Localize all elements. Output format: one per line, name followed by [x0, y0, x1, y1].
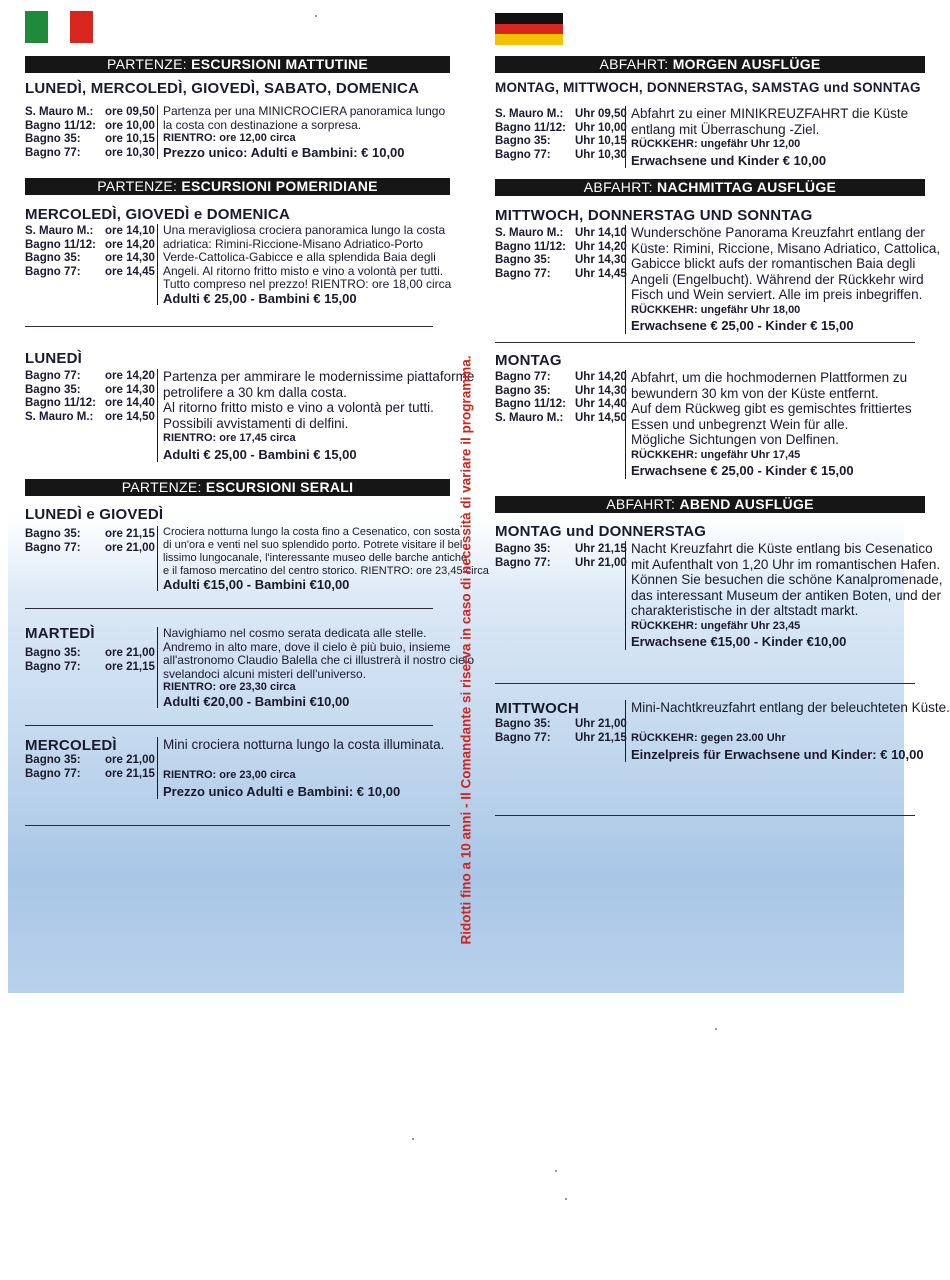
- time-row: [25, 252, 155, 266]
- times-list: [495, 543, 627, 570]
- time-row: [25, 754, 155, 768]
- desc-line: entlang mit Überraschung -Ziel.: [631, 121, 820, 137]
- trip-description: [157, 369, 474, 462]
- departure-time: ore 09,50: [105, 106, 155, 118]
- departure-time: Uhr 21,15: [575, 731, 627, 744]
- divider: [25, 725, 433, 726]
- return-time: RÜCKKEHR: ungefähr Uhr 23,45: [631, 619, 801, 632]
- days-heading: MERCOLEDÌ, GIOVEDÌ e DOMENICA: [25, 206, 290, 223]
- desc-line: Wunderschöne Panorama Kreuzfahrt entlang der: [631, 225, 925, 240]
- desc-line: adriatica: Rimini-Riccione-Misano Adriatico-Porto: [163, 236, 424, 251]
- trip-description: [157, 737, 444, 799]
- stop-name: Bagno 11/12:: [495, 398, 566, 410]
- price: Erwachsene und Kinder € 10,00: [631, 152, 827, 168]
- time-row: [25, 647, 155, 661]
- time-row: [495, 557, 627, 571]
- price: Adulti € 25,00 - Bambini € 15,00: [163, 290, 357, 306]
- desc-line: Können Sie besuchen die schöne Kanalpromenade,: [631, 572, 943, 587]
- times-list: [25, 528, 155, 555]
- stop-name: S. Mauro M.:: [25, 106, 94, 118]
- time-row: [25, 147, 155, 161]
- stop-name: Bagno 77:: [495, 731, 551, 744]
- departure-time: ore 10,00: [105, 119, 155, 132]
- return-time: RIENTRO: ore 23,30 circa: [163, 681, 296, 693]
- desc-line: di un'ora e venti nel suo splendido porto. Potrete visitare il bel-: [163, 539, 466, 551]
- stop-name: Bagno 35:: [495, 135, 551, 147]
- days-heading: MARTEDÌ: [25, 625, 95, 642]
- days-heading: LUNEDÌ: [25, 350, 83, 367]
- speck: [715, 1028, 717, 1030]
- times-list: [25, 106, 155, 160]
- days-heading: MITTWOCH, DONNERSTAG UND SONNTAG: [495, 207, 813, 224]
- time-row: [495, 543, 627, 557]
- return-time: RÜCKKEHR: ungefähr Uhr 18,00: [631, 303, 801, 316]
- departure-time: Uhr 14,40: [575, 398, 627, 410]
- desc-line: petrolifere a 30 km dalla costa.: [163, 384, 347, 400]
- speck: [412, 1138, 414, 1140]
- departure-time: Uhr 14,10: [575, 227, 627, 239]
- speck: [565, 1198, 567, 1200]
- price: Prezzo unico Adulti e Bambini: € 10,00: [163, 783, 401, 799]
- speck: [315, 15, 317, 17]
- price: Adulti €20,00 - Bambini €10,00: [163, 693, 350, 709]
- departure-time: Uhr 10,15: [575, 135, 627, 147]
- bar-prefix: PARTENZE:: [121, 479, 206, 495]
- italian-column: [8, 0, 489, 993]
- departure-time: ore 14,20: [105, 238, 155, 251]
- departure-time: ore 21,15: [105, 528, 155, 540]
- time-row: [25, 239, 155, 253]
- departure-time: Uhr 14,20: [575, 240, 627, 253]
- times-list: [495, 227, 627, 281]
- departure-time: Uhr 09,50: [575, 108, 627, 120]
- desc-line: lissimo lungocanale, l'interessante museo delle barche antiche: [163, 552, 468, 564]
- days-heading: MITTWOCH: [495, 700, 580, 717]
- bar-title: ESCURSIONI MATTUTINE: [191, 56, 369, 72]
- time-row: [25, 225, 155, 239]
- stop-name: Bagno 35:: [25, 133, 81, 145]
- desc-line: Possibili avvistamenti di delfini.: [163, 415, 349, 431]
- times-list: [25, 647, 155, 674]
- bar-prefix: ABFAHRT:: [583, 179, 658, 195]
- desc-line: Angeli (Engelbucht). Während der Rückkehr wird: [631, 271, 924, 287]
- stop-name: Bagno 11/12:: [25, 119, 96, 132]
- stop-name: Bagno 77:: [495, 371, 551, 383]
- section-bar-evening: [495, 496, 925, 513]
- departure-time: ore 14,40: [105, 397, 155, 409]
- bar-title: NACHMITTAG AUSFLÜGE: [657, 179, 837, 195]
- time-row: [495, 241, 627, 255]
- german-column: [484, 0, 950, 993]
- desc-line: Angeli. Al ritorno fritto misto e vino a volontà per tutti.: [163, 263, 444, 278]
- trip-description: [625, 106, 908, 168]
- divider: [495, 342, 915, 343]
- desc-line: e il famoso mercatino del centro storico. RIENTRO: ore 23,45 circa: [163, 565, 489, 577]
- trip-description: [157, 105, 445, 159]
- time-row: [495, 108, 627, 122]
- time-row: [25, 266, 155, 280]
- times-list: [495, 718, 627, 745]
- days-heading: LUNEDÌ, MERCOLEDÌ, GIOVEDÌ, SABATO, DOMENICA: [25, 80, 420, 97]
- divider: [25, 326, 433, 327]
- price: Erwachsene € 25,00 - Kinder € 15,00: [631, 318, 854, 333]
- desc-line: Crociera notturna lungo la costa fino a Cesenatico, con sosta: [163, 526, 461, 538]
- time-row: [25, 528, 155, 542]
- vertical-note-text: Ridotti fino a 10 anni - Il Comandante si riserva in caso di necessità di variare il programma.: [458, 355, 474, 945]
- time-row: [495, 135, 627, 149]
- stop-name: Bagno 35:: [25, 647, 81, 659]
- stop-name: Bagno 77:: [495, 556, 551, 569]
- time-row: [25, 106, 155, 120]
- section-bar-morning: [25, 56, 450, 73]
- stop-name: Bagno 35:: [25, 754, 81, 766]
- section-bar-afternoon: [25, 178, 450, 195]
- time-row: [25, 384, 155, 398]
- times-list: [495, 371, 627, 425]
- stop-name: Bagno 77:: [495, 267, 551, 280]
- departure-time: ore 10,15: [105, 133, 155, 145]
- divider: [495, 683, 915, 684]
- desc-line: all'astronomo Claudio Balella che ci illustrerà il nostro cielo: [163, 653, 475, 667]
- departure-time: ore 14,50: [105, 410, 155, 423]
- stop-name: Bagno 35:: [25, 252, 81, 264]
- time-row: [495, 149, 627, 163]
- trip-description: [625, 370, 912, 479]
- times-list: [25, 225, 155, 279]
- departure-time: ore 14,30: [105, 383, 155, 396]
- desc-line: Auf dem Rückweg gibt es gemischtes frittiertes: [631, 401, 912, 416]
- time-row: [495, 385, 627, 399]
- stop-name: S. Mauro M.:: [25, 410, 94, 423]
- days-heading: MONTAG und DONNERSTAG: [495, 523, 707, 540]
- desc-line: svelandoci alcuni misteri dell'universo.: [163, 666, 367, 681]
- bar-prefix: ABFAHRT:: [599, 56, 673, 72]
- desc-line: Nacht Kreuzfahrt die Küste entlang bis Cesenatico: [631, 541, 933, 556]
- desc-line: la costa con destinazione a sorpresa.: [163, 117, 362, 132]
- desc-line: das interessant Museum der antiken Boten, und der: [631, 587, 941, 603]
- desc-line: Küste: Rimini, Riccione, Misano Adriatico, Cattolica,: [631, 240, 941, 256]
- price: Einzelpreis für Erwachsene und Kinder: € 10,00: [631, 746, 924, 762]
- price: Adulti €15,00 - Bambini €10,00: [163, 577, 350, 592]
- departure-time: ore 21,00: [105, 754, 155, 766]
- stop-name: Bagno 35:: [25, 383, 81, 396]
- return-time: RIENTRO: ore 23,00 circa: [163, 769, 296, 781]
- stop-name: S. Mauro M.:: [25, 225, 94, 237]
- vertical-note: [456, 320, 476, 980]
- stop-name: Bagno 77:: [25, 541, 81, 554]
- trip-description: [625, 225, 940, 334]
- stop-name: Bagno 77:: [25, 660, 81, 673]
- bar-title: ESCURSIONI POMERIDIANE: [181, 178, 378, 194]
- departure-time: Uhr 21,00: [575, 718, 627, 730]
- time-row: [495, 371, 627, 385]
- days-heading: MONTAG, MITTWOCH, DONNERSTAG, SAMSTAG und SONNTAG: [495, 80, 921, 95]
- bar-prefix: PARTENZE:: [97, 178, 182, 194]
- stop-name: Bagno 77:: [25, 370, 81, 382]
- stop-name: Bagno 77:: [495, 148, 551, 161]
- stop-name: Bagno 11/12:: [25, 397, 96, 409]
- stop-name: Bagno 11/12:: [495, 240, 566, 253]
- time-row: [25, 133, 155, 147]
- departure-time: ore 14,45: [105, 265, 155, 278]
- stop-name: Bagno 77:: [25, 265, 81, 278]
- departure-time: ore 21,15: [105, 660, 155, 673]
- departure-time: ore 21,15: [105, 767, 155, 780]
- times-list: [25, 754, 155, 781]
- time-row: [25, 542, 155, 556]
- departure-time: Uhr 10,30: [575, 148, 627, 161]
- departure-time: Uhr 14,30: [575, 384, 627, 397]
- desc-line: Gabicce blickt aufs der romantischen Baia degli: [631, 256, 916, 271]
- time-row: [495, 718, 627, 732]
- stop-name: Bagno 35:: [25, 528, 81, 540]
- trip-description: [157, 627, 474, 708]
- desc-line: bewundern 30 km von der Küste entfernt.: [631, 385, 879, 401]
- trip-description: [625, 541, 942, 650]
- days-heading: LUNEDÌ e GIOVEDÌ: [25, 506, 164, 523]
- price: Adulti € 25,00 - Bambini € 15,00: [163, 446, 357, 462]
- desc-line: Una meravigliosa crociera panoramica lungo la costa: [163, 223, 446, 237]
- departure-time: ore 10,30: [105, 146, 155, 159]
- stop-name: S. Mauro M.:: [495, 411, 564, 424]
- desc-line: Al ritorno fritto misto e vino a volontà per tutti.: [163, 400, 434, 415]
- departure-time: ore 21,00: [105, 541, 155, 554]
- departure-time: Uhr 14,50: [575, 411, 627, 424]
- divider: [25, 825, 450, 826]
- desc-line: Partenza per una MINICROCIERA panoramica lungo: [163, 104, 446, 118]
- desc-line: Fisch und Wein serviert. Alle im preis inbegriffen.: [631, 287, 923, 302]
- section-bar-afternoon: [495, 179, 925, 196]
- time-row: [495, 732, 627, 746]
- divider: [495, 815, 915, 816]
- stop-name: Bagno 35:: [495, 718, 551, 730]
- times-list: [495, 108, 627, 162]
- stop-name: S. Mauro M.:: [495, 227, 564, 239]
- time-row: [25, 661, 155, 675]
- time-row: [25, 370, 155, 384]
- speck: [555, 1170, 557, 1172]
- return-time: RÜCKKEHR: ungefähr Uhr 12,00: [631, 138, 801, 150]
- trip-description: [157, 224, 451, 305]
- days-heading: MERCOLEDÌ: [25, 737, 117, 754]
- stop-name: Bagno 11/12:: [495, 121, 566, 134]
- desc-line: Navighiamo nel cosmo serata dedicata alle stelle.: [163, 626, 427, 640]
- desc-line: Mini-Nachtkreuzfahrt entlang der beleuchteten Küste.: [631, 700, 950, 715]
- desc-line: Tutto compreso nel prezzo! RIENTRO: ore 18,00 circa: [163, 277, 452, 291]
- stop-name: Bagno 11/12:: [25, 238, 96, 251]
- return-time: RIENTRO: ore 17,45 circa: [163, 432, 296, 444]
- desc-line: Essen und unbegrenzt Wein für alle.: [631, 416, 849, 432]
- stop-name: Bagno 35:: [495, 254, 551, 266]
- desc-line: mit Aufenthalt von 1,20 Uhr im romantischen Hafen.: [631, 556, 941, 572]
- desc-line: Partenza per ammirare le modernissime piattaforme: [163, 369, 475, 384]
- section-bar-evening: [25, 479, 450, 496]
- divider: [25, 608, 433, 609]
- section-bar-morning: [495, 56, 925, 73]
- bar-title: ESCURSIONI SERALI: [205, 479, 354, 495]
- price: Erwachsene € 25,00 - Kinder € 15,00: [631, 463, 854, 478]
- departure-time: ore 21,00: [105, 647, 155, 659]
- stop-name: Bagno 77:: [25, 767, 81, 780]
- departure-time: Uhr 21,00: [575, 556, 627, 569]
- trip-description: [625, 700, 950, 762]
- departure-time: Uhr 21,15: [575, 543, 627, 555]
- desc-line: Andremo in alto mare, dove il cielo è più buio, insieme: [163, 639, 451, 654]
- desc-line: charakteristische in der altstadt markt.: [631, 603, 859, 618]
- time-row: [495, 268, 627, 282]
- departure-time: Uhr 14,30: [575, 254, 627, 266]
- departure-time: ore 14,20: [105, 370, 155, 382]
- bar-title: ABEND AUSFLÜGE: [679, 496, 814, 512]
- trip-description: [157, 526, 489, 591]
- time-row: [495, 412, 627, 426]
- departure-time: ore 14,10: [105, 225, 155, 237]
- price: Prezzo unico: Adulti e Bambini: € 10,00: [163, 144, 405, 160]
- time-row: [25, 411, 155, 425]
- desc-line: Mini crociera notturna lungo la costa illuminata.: [163, 737, 445, 752]
- bar-prefix: PARTENZE:: [106, 56, 192, 72]
- departure-time: Uhr 14,20: [575, 371, 627, 383]
- stop-name: S. Mauro M.:: [495, 108, 564, 120]
- desc-line: Mögliche Sichtungen von Delfinen.: [631, 432, 839, 447]
- time-row: [495, 122, 627, 136]
- return-time: RÜCKKEHR: ungefähr Uhr 17,45: [631, 448, 801, 461]
- departure-time: Uhr 14,45: [575, 267, 627, 280]
- time-row: [495, 227, 627, 241]
- departure-time: ore 14,30: [105, 252, 155, 264]
- bar-title: MORGEN AUSFLÜGE: [672, 56, 821, 72]
- desc-line: Abfahrt zu einer MINIKREUZFAHRT die Küste: [631, 106, 909, 121]
- times-list: [25, 370, 155, 424]
- desc-line: Verde-Cattolica-Gabicce e alla splendida Baia degli: [163, 250, 436, 264]
- time-row: [25, 397, 155, 411]
- time-row: [25, 768, 155, 782]
- bar-prefix: ABFAHRT:: [606, 496, 680, 512]
- return-time: RIENTRO: ore 12,00 circa: [163, 132, 296, 144]
- time-row: [25, 120, 155, 134]
- return-time: RÜCKKEHR: gegen 23.00 Uhr: [631, 732, 786, 744]
- time-row: [495, 398, 627, 412]
- stop-name: Bagno 35:: [495, 543, 551, 555]
- departure-time: Uhr 10,00: [575, 121, 627, 134]
- stop-name: Bagno 77:: [25, 146, 81, 159]
- price: Erwachsene €15,00 - Kinder €10,00: [631, 634, 847, 649]
- desc-line: Abfahrt, um die hochmodernen Plattformen zu: [631, 370, 908, 385]
- stop-name: Bagno 35:: [495, 384, 551, 397]
- days-heading: MONTAG: [495, 352, 562, 369]
- time-row: [495, 254, 627, 268]
